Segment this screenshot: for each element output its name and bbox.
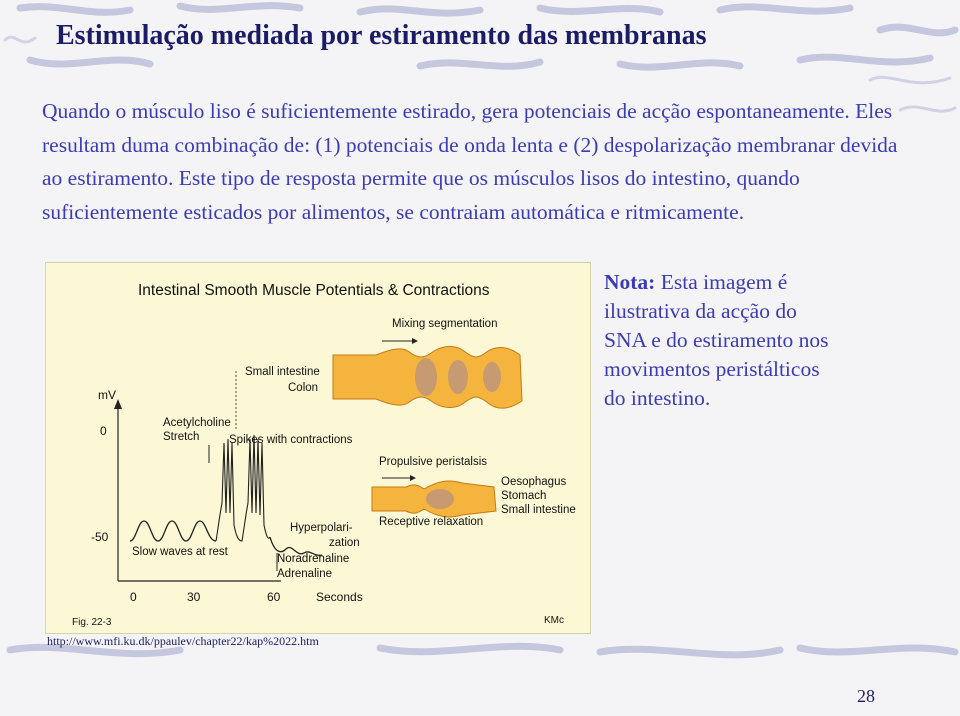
mixing-bolus-2: [448, 360, 468, 394]
y-tick-0: 0: [100, 424, 107, 438]
spikes-trace: [216, 435, 270, 541]
figure-title: Intestinal Smooth Muscle Potentials & Contractions: [138, 282, 490, 299]
label-adrenaline: Adrenaline: [277, 568, 332, 580]
label-slow-waves: Slow waves at rest: [132, 546, 228, 558]
propulsive-arrowhead-icon: [410, 475, 416, 481]
label-hyperpolarization-2: zation: [329, 537, 360, 549]
y-tick-minus50: -50: [91, 530, 109, 544]
x-tick-30: 30: [187, 590, 201, 604]
label-colon: Colon: [288, 382, 319, 394]
figure-panel: [45, 262, 591, 634]
label-oesophagus: Oesophagus: [501, 476, 567, 488]
label-small-intestine-2: Small intestine: [501, 504, 576, 516]
propulsive-bolus: [426, 489, 454, 509]
figure-credit: KMc: [544, 615, 564, 626]
figure-label: Fig. 22-3: [72, 617, 112, 628]
label-propulsive-peristalsis: Propulsive peristalsis: [379, 456, 488, 468]
x-tick-0: 0: [130, 590, 137, 604]
label-mixing-segmentation: Mixing segmentation: [392, 318, 498, 330]
label-acetylcholine: Acetylcholine: [163, 417, 231, 429]
mixing-bolus-3: [483, 362, 501, 392]
note-text: [604, 268, 844, 413]
note-body: Esta imagem é ilustrativa da acção do SNA e do estiramento nos movimentos peristálticos do intestino.: [604, 270, 829, 410]
label-spikes: Spikes with contractions: [229, 434, 353, 446]
x-unit-label: Seconds: [316, 590, 363, 604]
figure-illustration: [46, 263, 590, 633]
note-label: Nota:: [604, 270, 656, 294]
slide-body-text: Quando o músculo liso é suficientemente estirado, gera potenciais de acção espontaneamente. Eles resultam duma combinação de: (1) potenciais de onda lenta e (2) despolarização membranar devida ao estiramento. Este tipo de resposta permite que os músculos lisos do intestino, quando suficientemente esticados por alimentos, se contraiam automática e ritmicamente.: [42, 99, 898, 224]
y-unit-label: mV: [98, 388, 116, 402]
slide-title: Estimulação mediada por estiramento das membranas: [56, 20, 707, 51]
slow-waves-trace: [130, 521, 216, 541]
label-small-intestine: Small intestine: [245, 366, 320, 378]
mixing-bolus-1: [415, 358, 437, 396]
x-tick-60: 60: [267, 590, 281, 604]
label-receptive-relaxation: Receptive relaxation: [379, 516, 484, 528]
label-noradrenaline: Noradrenaline: [277, 553, 350, 565]
mixing-arrowhead-icon: [412, 338, 418, 344]
source-link[interactable]: http://www.mfi.ku.dk/ppaulev/chapter22/kap%2022.htm: [47, 634, 319, 648]
label-stomach: Stomach: [501, 490, 547, 502]
label-hyperpolarization-1: Hyperpolari-: [290, 522, 353, 534]
label-stretch: Stretch: [163, 431, 200, 443]
page-number: 28: [857, 686, 875, 706]
